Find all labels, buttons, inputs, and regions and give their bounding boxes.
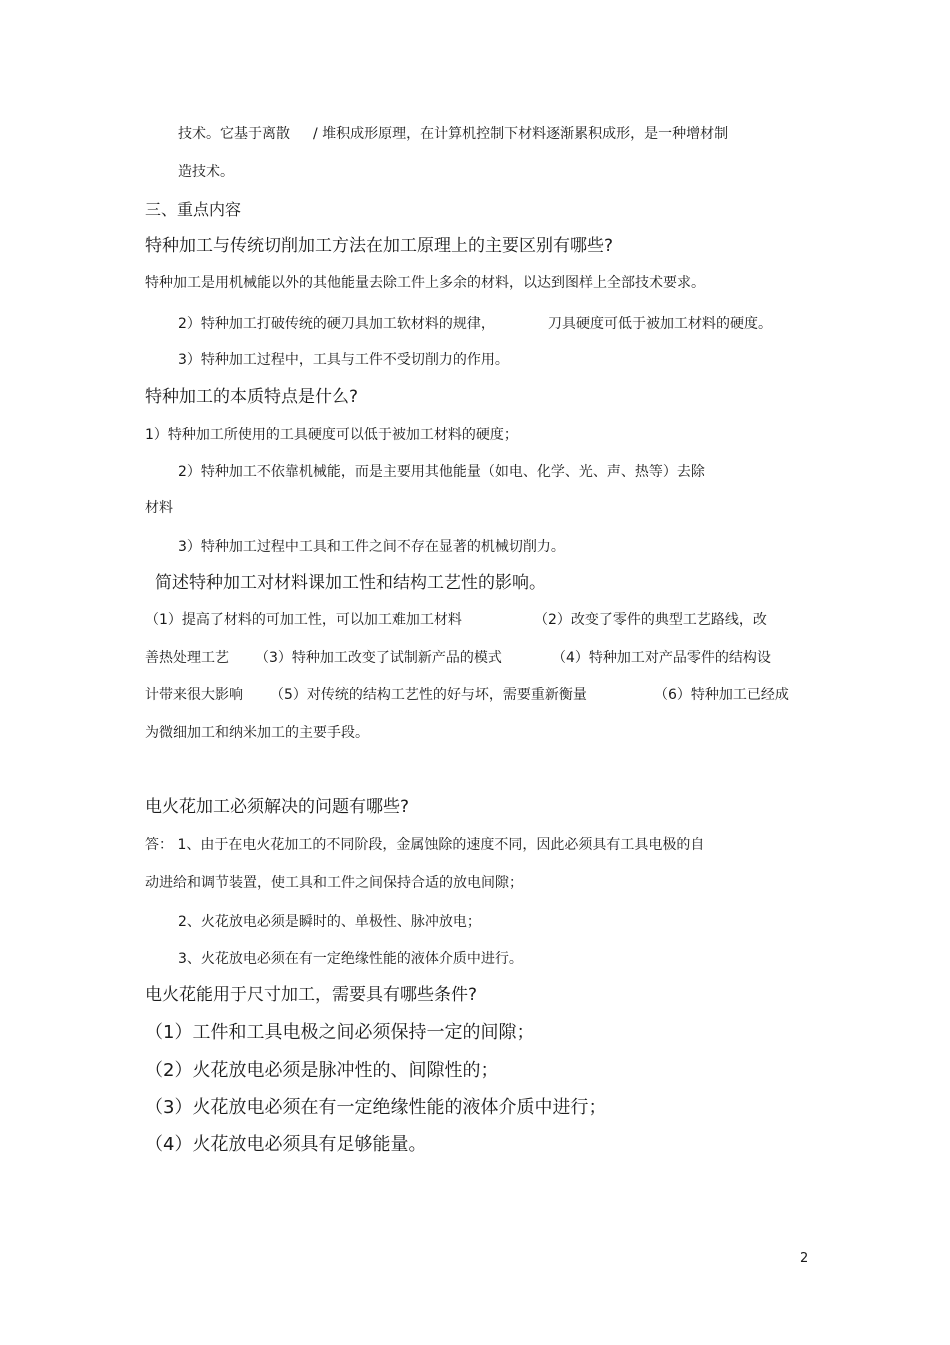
- text-line: （3）特种加工改变了试制新产品的模式: [255, 650, 502, 666]
- text-line: 2）特种加工打破传统的硬刀具加工软材料的规律，: [178, 316, 495, 332]
- section-heading: 三、重点内容: [145, 200, 242, 219]
- list-item: （4）火花放电必须具有足够能量。: [145, 1134, 427, 1155]
- list-item: （1）工件和工具电极之间必须保持一定的间隙；: [145, 1022, 535, 1043]
- text-line: （5）对传统的结构工艺性的好与坏，需要重新衡量: [270, 687, 587, 703]
- text-line: （2）改变了零件的典型工艺路线，改: [534, 612, 767, 628]
- list-item: （3）火花放电必须在有一定绝缘性能的液体介质中进行；: [145, 1097, 607, 1118]
- text-line: 动进给和调节装置，使工具和工件之间保持合适的放电间隙；: [145, 875, 523, 891]
- text-line: （6）特种加工已经成: [654, 687, 789, 703]
- text-line: 3、火花放电必须在有一定绝缘性能的液体介质中进行。: [178, 951, 523, 967]
- text-line: 造技术。: [178, 164, 234, 180]
- text-line: 2）特种加工不依靠机械能，而是主要用其他能量（如电、化学、光、声、热等）去除: [178, 464, 705, 480]
- text-line: 3）特种加工过程中工具和工件之间不存在显著的机械切削力。: [178, 539, 565, 555]
- text-line: / 堆积成形原理，在计算机控制下材料逐渐累积成形，是一种增材制: [313, 126, 729, 142]
- question-heading: 电火花加工必须解决的问题有哪些?: [145, 797, 410, 817]
- page-number: 2: [800, 1251, 809, 1266]
- text-line: 2、火花放电必须是瞬时的、单极性、脉冲放电；: [178, 914, 481, 930]
- text-line: 为微细加工和纳米加工的主要手段。: [145, 725, 369, 741]
- question-heading: 简述特种加工对材料课加工性和结构工艺性的影响。: [155, 573, 546, 593]
- text-line: 计带来很大影响: [145, 687, 243, 703]
- question-heading: 特种加工与传统切削加工方法在加工原理上的主要区别有哪些?: [145, 236, 614, 256]
- text-line: 材料: [145, 500, 173, 516]
- text-line: 答： 1、由于在电火花加工的不同阶段，金属蚀除的速度不同，因此必须具有工具电极的自: [145, 837, 705, 853]
- text-line: （1）提高了材料的可加工性，可以加工难加工材料: [145, 612, 462, 628]
- text-line: （4）特种加工对产品零件的结构设: [552, 650, 771, 666]
- question-heading: 电火花能用于尺寸加工，需要具有哪些条件?: [145, 985, 478, 1005]
- text-line: 3）特种加工过程中，工具与工件不受切削力的作用。: [178, 352, 509, 368]
- text-line: 特种加工是用机械能以外的其他能量去除工件上多余的材料，以达到图样上全部技术要求。: [145, 275, 705, 291]
- text-line: 善热处理工艺: [145, 650, 229, 666]
- list-item: （2）火花放电必须是脉冲性的、间隙性的；: [145, 1060, 499, 1081]
- text-line: 刀具硬度可低于被加工材料的硬度。: [548, 316, 772, 332]
- text-line: 技术。它基于离散: [178, 126, 290, 142]
- text-line: 1）特种加工所使用的工具硬度可以低于被加工材料的硬度；: [145, 427, 518, 443]
- question-heading: 特种加工的本质特点是什么?: [145, 387, 359, 407]
